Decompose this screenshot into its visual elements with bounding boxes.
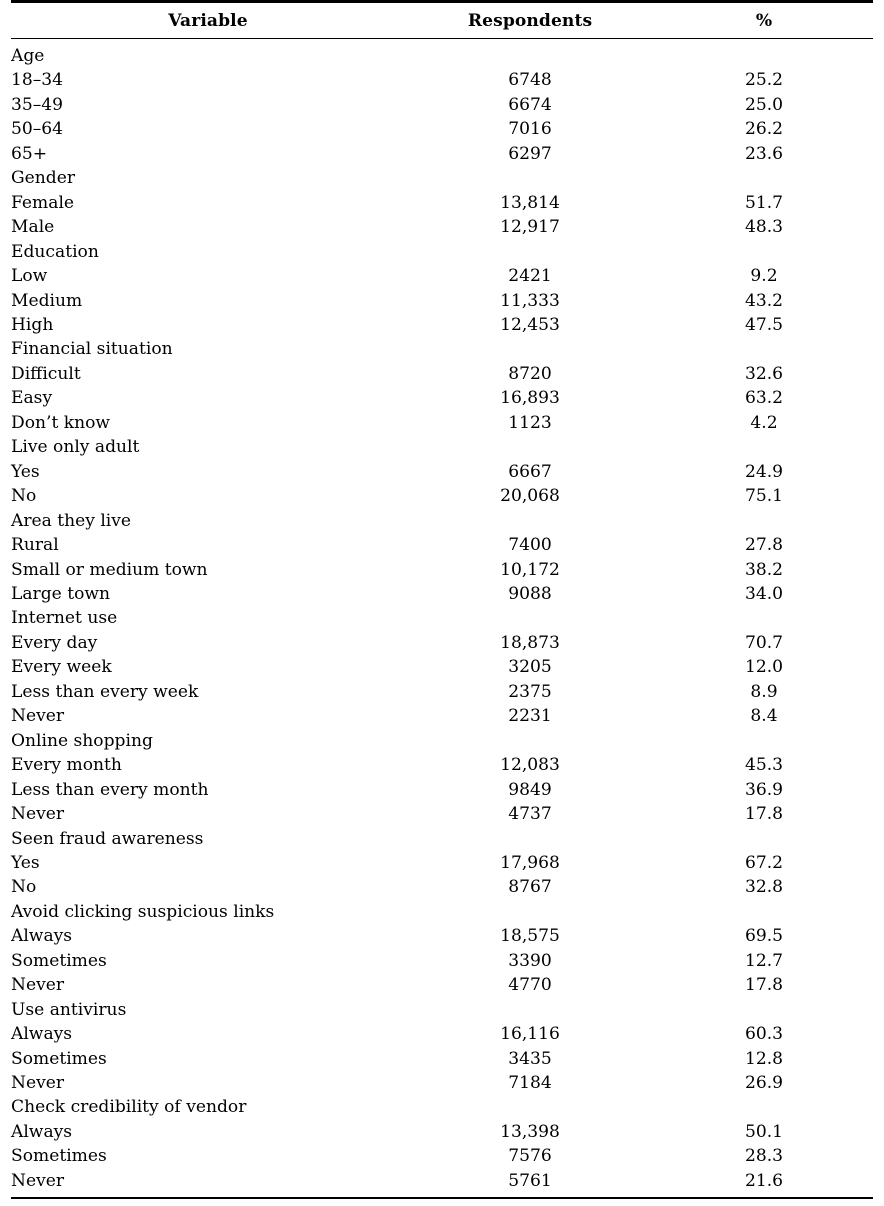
column-header-percent: %	[755, 11, 773, 31]
row-label: Every day	[11, 632, 98, 653]
row-label: Rural	[11, 535, 59, 556]
table-row	[11, 680, 873, 704]
row-label: No	[11, 486, 37, 507]
table-group-row	[11, 1095, 873, 1119]
row-respondents: 6674	[508, 94, 552, 115]
table-body	[11, 39, 873, 1193]
table-row	[11, 558, 873, 582]
row-percent: 27.8	[744, 535, 784, 556]
row-respondents: 16,116	[500, 1024, 560, 1045]
group-respondents-empty	[405, 606, 655, 630]
group-percent-empty	[655, 827, 873, 851]
row-respondents: 1123	[508, 412, 552, 433]
table-group-row	[11, 998, 873, 1022]
row-percent: 34.0	[744, 583, 784, 604]
group-label: Seen fraud awareness	[11, 828, 204, 849]
table-row	[11, 1022, 873, 1046]
group-respondents-empty	[405, 337, 655, 361]
row-label: Don’t know	[11, 412, 111, 433]
group-respondents-empty	[405, 827, 655, 851]
table-row	[11, 704, 873, 728]
row-percent: 4.2	[750, 412, 778, 433]
row-label: Medium	[11, 290, 83, 311]
table-row	[11, 93, 873, 117]
row-percent: 8.4	[750, 706, 778, 727]
row-respondents: 3390	[508, 950, 552, 971]
table-row	[11, 924, 873, 948]
row-label: Difficult	[11, 363, 81, 384]
group-percent-empty	[655, 900, 873, 924]
row-label: Every month	[11, 755, 122, 776]
table-row	[11, 875, 873, 899]
row-percent: 8.9	[750, 681, 778, 702]
row-label: Yes	[11, 461, 40, 482]
row-percent: 32.8	[744, 877, 784, 898]
row-percent: 23.6	[744, 143, 784, 164]
table-row	[11, 460, 873, 484]
row-label: Sometimes	[11, 1048, 107, 1069]
table-footer	[11, 1193, 873, 1199]
row-label: Every week	[11, 657, 112, 678]
row-label: Always	[11, 1121, 73, 1142]
row-respondents: 2231	[508, 706, 552, 727]
row-label: Never	[11, 1073, 65, 1094]
row-label: Never	[11, 1170, 65, 1191]
table-row	[11, 1071, 873, 1095]
row-respondents: 10,172	[500, 559, 560, 580]
row-percent: 47.5	[744, 314, 784, 335]
group-respondents-empty	[405, 240, 655, 264]
table-row	[11, 68, 873, 92]
group-label: Education	[11, 241, 99, 262]
row-respondents: 2375	[508, 681, 552, 702]
row-respondents: 2421	[508, 266, 552, 287]
row-percent: 69.5	[744, 926, 784, 947]
row-label: 50–64	[11, 119, 64, 140]
row-percent: 50.1	[744, 1121, 784, 1142]
row-percent: 38.2	[744, 559, 784, 580]
row-respondents: 9849	[508, 779, 552, 800]
group-respondents-empty	[405, 509, 655, 533]
row-label: Always	[11, 1024, 73, 1045]
row-respondents: 18,873	[500, 632, 560, 653]
row-percent: 12.8	[744, 1048, 784, 1069]
row-percent: 25.2	[744, 70, 784, 91]
row-percent: 36.9	[744, 779, 784, 800]
group-respondents-empty	[405, 435, 655, 459]
row-respondents: 7576	[508, 1146, 552, 1167]
table-row	[11, 631, 873, 655]
table-row	[11, 753, 873, 777]
row-percent: 9.2	[750, 266, 778, 287]
row-label: Less than every week	[11, 681, 199, 702]
row-label: Always	[11, 926, 73, 947]
group-respondents-empty	[405, 900, 655, 924]
row-percent: 70.7	[744, 632, 784, 653]
row-percent: 25.0	[744, 94, 784, 115]
row-percent: 28.3	[744, 1146, 784, 1167]
group-percent-empty	[655, 606, 873, 630]
group-percent-empty	[655, 435, 873, 459]
table-group-row	[11, 337, 873, 361]
row-percent: 32.6	[744, 363, 784, 384]
bottom-rule	[11, 1198, 873, 1199]
group-respondents-empty	[405, 1095, 655, 1119]
row-percent: 21.6	[744, 1170, 784, 1191]
group-percent-empty	[655, 998, 873, 1022]
table-row	[11, 215, 873, 239]
table-group-row	[11, 606, 873, 630]
row-percent: 26.9	[744, 1073, 784, 1094]
group-percent-empty	[655, 1095, 873, 1119]
table-row	[11, 313, 873, 337]
group-label: Use antivirus	[11, 999, 127, 1020]
row-respondents: 4770	[508, 975, 552, 996]
row-respondents: 12,083	[500, 755, 560, 776]
row-respondents: 13,398	[500, 1121, 560, 1142]
table-row	[11, 411, 873, 435]
row-label: Female	[11, 192, 75, 213]
column-header-respondents: Respondents	[467, 11, 593, 31]
group-percent-empty	[655, 337, 873, 361]
group-label: Age	[11, 46, 45, 66]
row-label: Large town	[11, 583, 111, 604]
row-percent: 48.3	[744, 217, 784, 238]
row-respondents: 16,893	[500, 388, 560, 409]
row-percent: 12.0	[744, 657, 784, 678]
table-row	[11, 1169, 873, 1193]
table-row	[11, 778, 873, 802]
table-group-row	[11, 166, 873, 190]
row-label: Sometimes	[11, 950, 107, 971]
row-percent: 24.9	[744, 461, 784, 482]
table-row	[11, 533, 873, 557]
table-row	[11, 1144, 873, 1168]
row-percent: 12.7	[744, 950, 784, 971]
row-percent: 45.3	[744, 755, 784, 776]
table-group-row	[11, 900, 873, 924]
respondent-demographics-table	[11, 0, 873, 1199]
row-respondents: 3435	[508, 1048, 552, 1069]
row-respondents: 4737	[508, 804, 552, 825]
row-percent: 43.2	[744, 290, 784, 311]
group-respondents-empty	[405, 44, 655, 68]
row-percent: 75.1	[744, 486, 784, 507]
table-group-row	[11, 827, 873, 851]
row-label: No	[11, 877, 37, 898]
row-label: Never	[11, 975, 65, 996]
group-respondents-empty	[405, 166, 655, 190]
group-percent-empty	[655, 509, 873, 533]
row-respondents: 12,917	[500, 217, 560, 238]
table-row	[11, 117, 873, 141]
row-respondents: 3205	[508, 657, 552, 678]
group-label: Avoid clicking suspicious links	[11, 901, 275, 922]
row-label: 18–34	[11, 70, 64, 91]
row-label: Never	[11, 804, 65, 825]
group-percent-empty	[655, 44, 873, 68]
row-respondents: 7016	[508, 119, 552, 140]
group-label: Check credibility of vendor	[11, 1097, 247, 1118]
row-label: High	[11, 314, 54, 335]
row-respondents: 20,068	[500, 486, 560, 507]
row-label: Male	[11, 217, 55, 238]
table-group-row	[11, 509, 873, 533]
group-respondents-empty	[405, 729, 655, 753]
row-respondents: 13,814	[500, 192, 560, 213]
row-label: Yes	[11, 852, 40, 873]
table-row	[11, 802, 873, 826]
table-header	[11, 1, 873, 39]
group-label: Internet use	[11, 608, 118, 629]
group-percent-empty	[655, 166, 873, 190]
row-percent: 17.8	[744, 804, 784, 825]
group-label: Area they live	[11, 510, 132, 531]
group-respondents-empty	[405, 998, 655, 1022]
table-row	[11, 949, 873, 973]
row-percent: 63.2	[744, 388, 784, 409]
table-group-row	[11, 240, 873, 264]
row-percent: 60.3	[744, 1024, 784, 1045]
group-label: Live only adult	[11, 437, 140, 458]
table-row	[11, 142, 873, 166]
group-percent-empty	[655, 240, 873, 264]
row-label: 65+	[11, 143, 48, 164]
row-respondents: 12,453	[500, 314, 560, 335]
row-percent: 17.8	[744, 975, 784, 996]
row-respondents: 18,575	[500, 926, 560, 947]
row-label: Small or medium town	[11, 559, 208, 580]
row-label: Never	[11, 706, 65, 727]
row-respondents: 7184	[508, 1073, 552, 1094]
table-row	[11, 1120, 873, 1144]
table-row	[11, 582, 873, 606]
row-respondents: 6667	[508, 461, 552, 482]
group-label: Financial situation	[11, 339, 173, 360]
table-row	[11, 386, 873, 410]
table-row	[11, 484, 873, 508]
row-respondents: 6748	[508, 70, 552, 91]
table-row	[11, 289, 873, 313]
row-label: Easy	[11, 388, 53, 409]
row-percent: 67.2	[744, 852, 784, 873]
row-respondents: 8767	[508, 877, 552, 898]
group-label: Online shopping	[11, 730, 153, 751]
table-group-row	[11, 435, 873, 459]
row-respondents: 6297	[508, 143, 552, 164]
group-label: Gender	[11, 168, 76, 189]
table-group-row	[11, 44, 873, 68]
group-percent-empty	[655, 729, 873, 753]
row-label: Sometimes	[11, 1146, 107, 1167]
row-respondents: 8720	[508, 363, 552, 384]
table-row	[11, 362, 873, 386]
table-row	[11, 655, 873, 679]
row-respondents: 7400	[508, 535, 552, 556]
row-percent: 51.7	[744, 192, 784, 213]
row-label: Less than every month	[11, 779, 209, 800]
row-percent: 26.2	[744, 119, 784, 140]
table-row	[11, 264, 873, 288]
table-row	[11, 191, 873, 215]
row-label: 35–49	[11, 94, 64, 115]
table-row	[11, 973, 873, 997]
table-group-row	[11, 729, 873, 753]
header-row	[11, 3, 873, 39]
row-respondents: 11,333	[500, 290, 560, 311]
row-respondents: 17,968	[500, 852, 560, 873]
row-label: Low	[11, 266, 48, 287]
row-respondents: 9088	[508, 583, 552, 604]
column-header-variable: Variable	[168, 11, 248, 31]
row-respondents: 5761	[508, 1170, 552, 1191]
table-row	[11, 851, 873, 875]
table-row	[11, 1047, 873, 1071]
